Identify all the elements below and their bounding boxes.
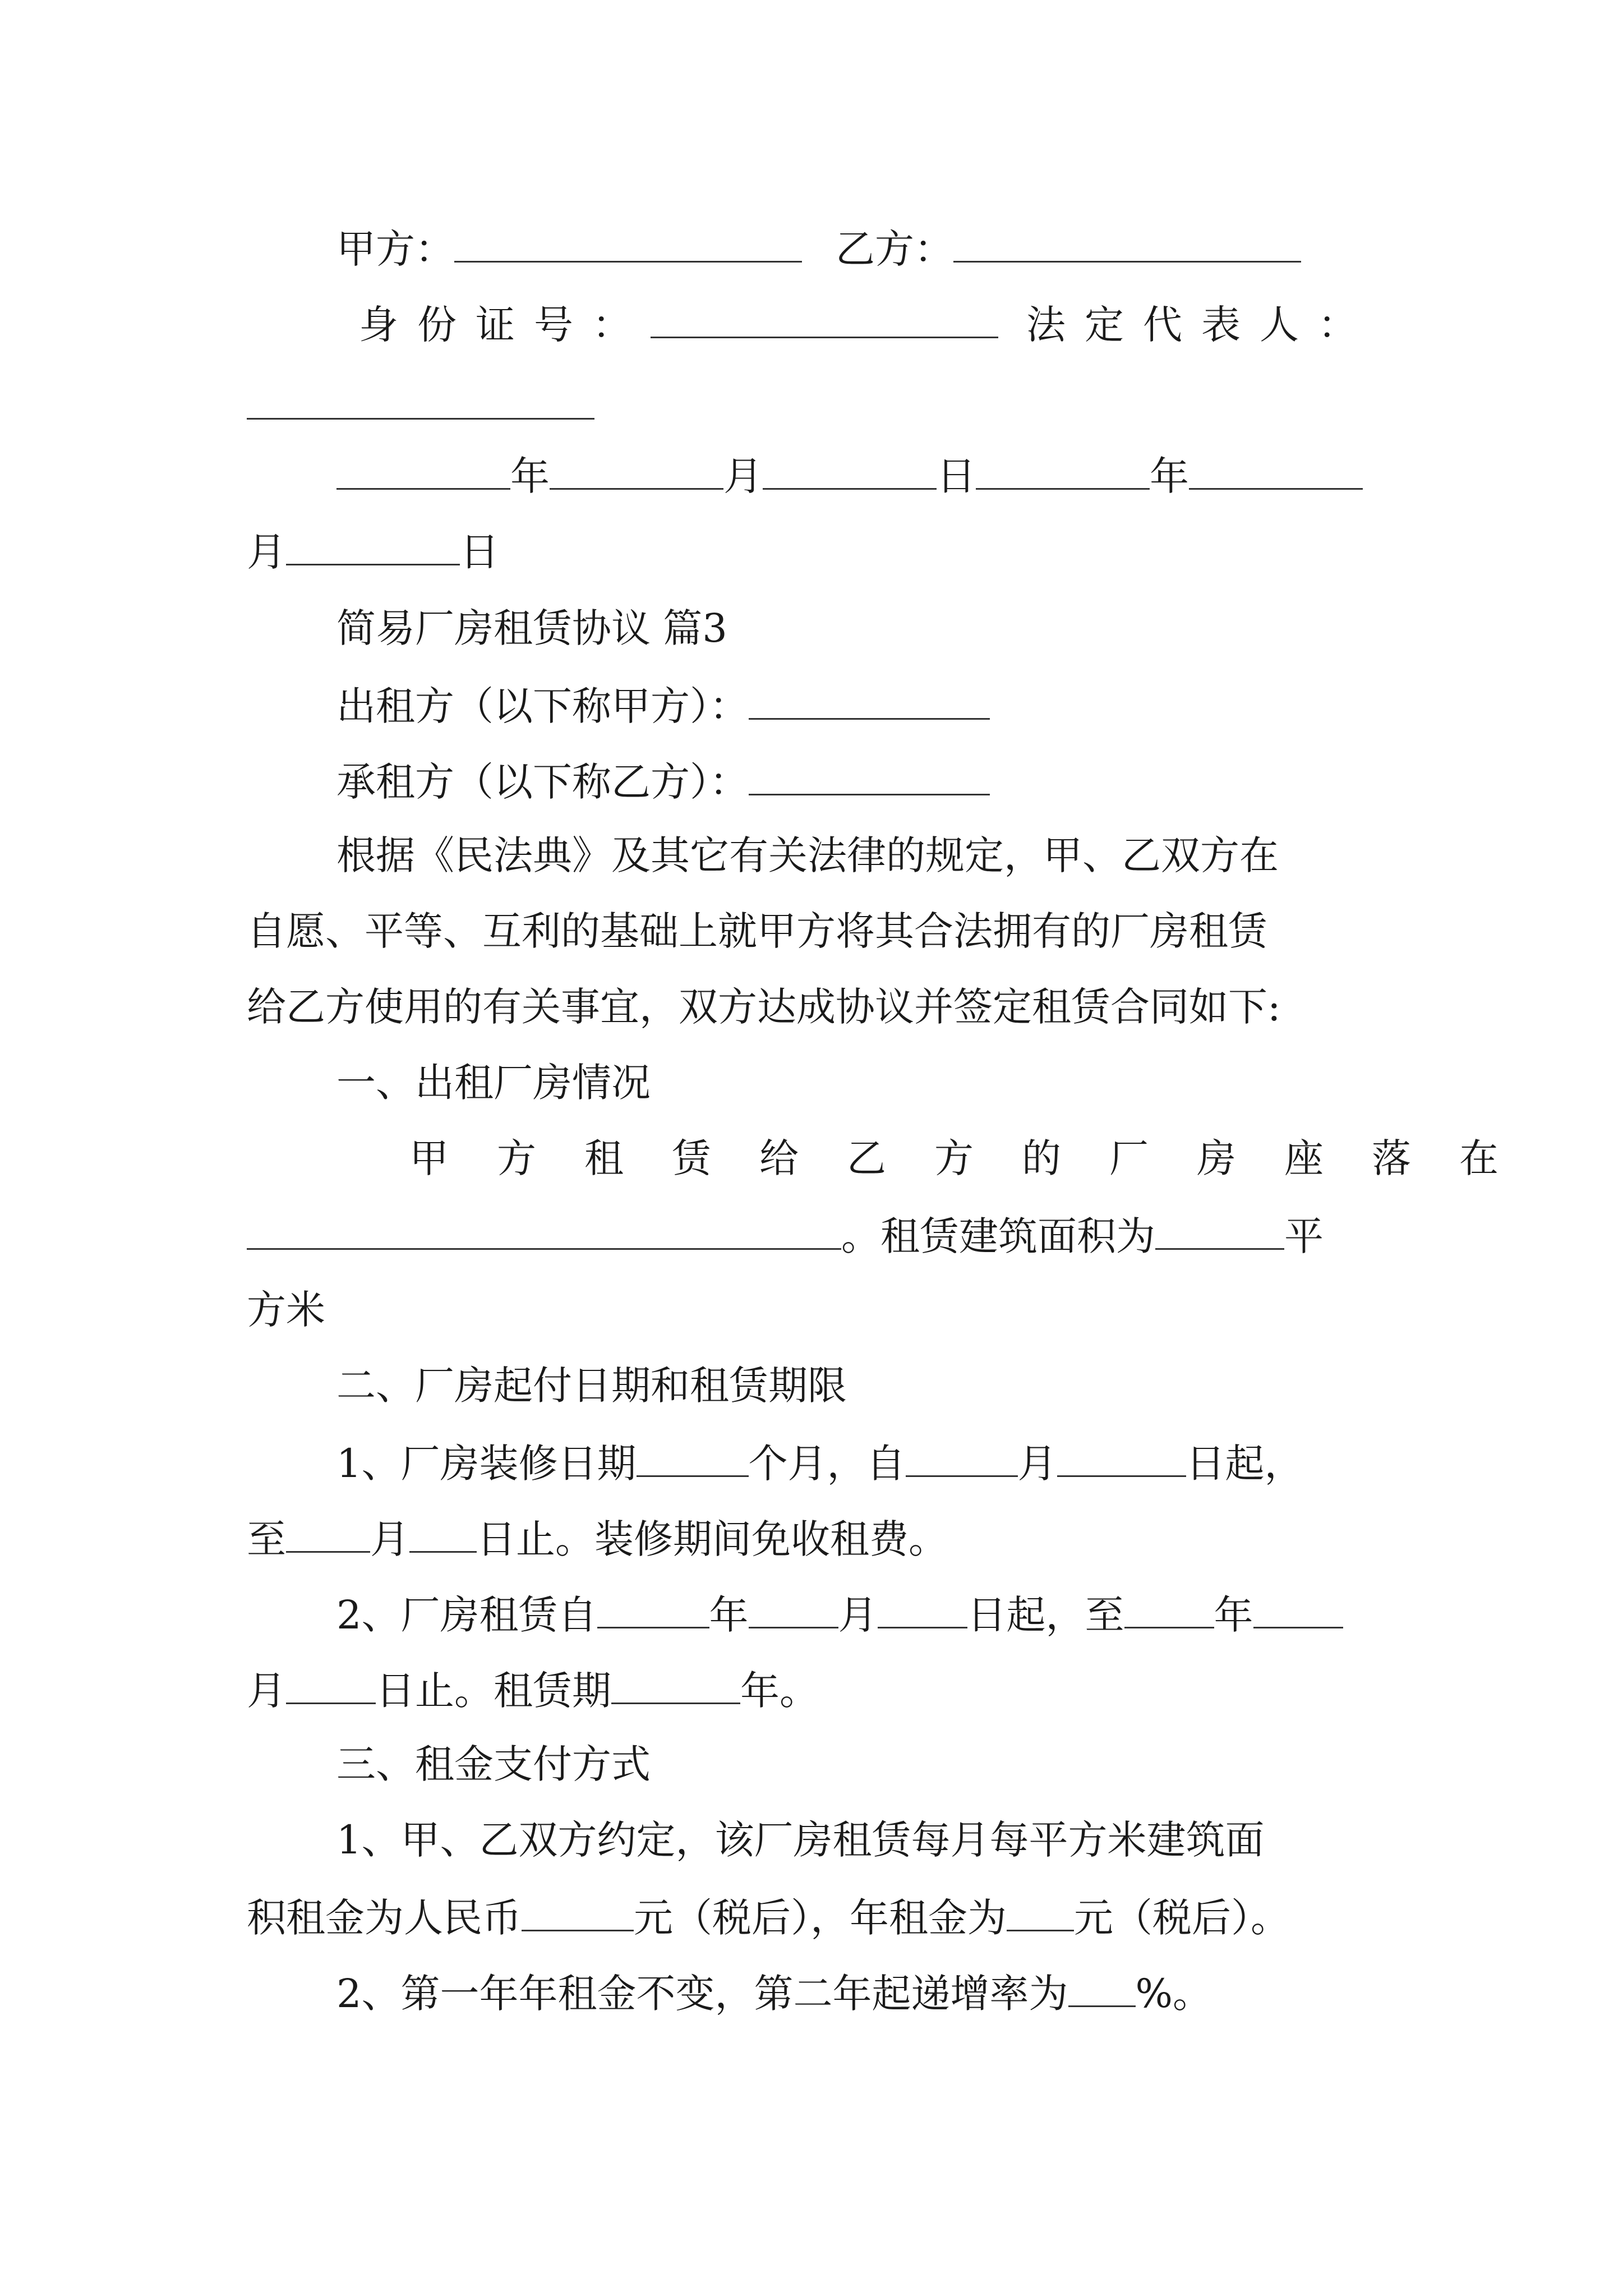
s2-item2-text-a: 2、厂房租赁自 bbox=[336, 1592, 597, 1638]
section-1-line-3 bbox=[247, 1285, 1391, 1335]
month-blank-2[interactable] bbox=[1189, 449, 1363, 490]
date-line-2 bbox=[247, 524, 1391, 577]
section-3-item-1-line-2 bbox=[247, 1890, 1391, 1943]
day-blank-2[interactable] bbox=[286, 524, 460, 565]
annual-rent-blank[interactable] bbox=[1007, 1890, 1074, 1931]
s2-item2-text-g: 日止。租赁期 bbox=[376, 1668, 611, 1714]
lessee-line bbox=[247, 754, 1391, 807]
section-2-item-2-line-2 bbox=[247, 1663, 1391, 1716]
id-number-label: 身份证号： bbox=[359, 302, 651, 348]
section-1-text-b: 。租赁建筑面积为 bbox=[841, 1213, 1155, 1259]
section-3-heading: 三、租金支付方式 bbox=[336, 1741, 651, 1787]
year-blank-1[interactable] bbox=[336, 449, 510, 490]
s2-item2-text-e: 年 bbox=[1214, 1592, 1253, 1638]
intro-text-2: 自愿、平等、互利的基础上就甲方将其合法拥有的厂房租赁 bbox=[247, 908, 1267, 954]
lessor-label: 出租方（以下称甲方）： bbox=[336, 683, 749, 729]
location-blank[interactable] bbox=[247, 1209, 841, 1250]
s2-item1-text-c: 月 bbox=[1017, 1441, 1057, 1487]
lease-term-years-blank[interactable] bbox=[611, 1663, 740, 1704]
monthly-rent-blank[interactable] bbox=[522, 1890, 634, 1931]
month-label-1: 月 bbox=[723, 453, 763, 499]
s2-item1-text-a: 1、厂房装修日期 bbox=[336, 1441, 637, 1487]
section-2-title bbox=[247, 1360, 1391, 1411]
intro-text-1: 根据《民法典》及其它有关法律的规定，甲、乙双方在 bbox=[336, 832, 1279, 878]
legal-rep-blank[interactable] bbox=[247, 379, 594, 420]
year-label-1: 年 bbox=[510, 453, 550, 499]
section-1-text-a: 甲方租赁给乙方的厂房座落在 bbox=[409, 1135, 1547, 1181]
section-1-text-c: 平 bbox=[1284, 1213, 1324, 1259]
lease-end-month-blank[interactable] bbox=[1253, 1588, 1343, 1628]
day-label-1: 日 bbox=[937, 453, 976, 499]
section-2-item-1-line-2 bbox=[247, 1512, 1391, 1565]
year-blank-2[interactable] bbox=[976, 449, 1150, 490]
document-title bbox=[247, 603, 1391, 654]
lease-end-year-blank[interactable] bbox=[1124, 1588, 1214, 1628]
party-b-label: 乙方： bbox=[836, 226, 953, 272]
intro-line-1 bbox=[247, 830, 1391, 881]
id-line bbox=[247, 297, 1391, 350]
lessee-label: 承租方（以下称乙方）： bbox=[336, 759, 749, 805]
lease-end-day-blank[interactable] bbox=[286, 1663, 376, 1704]
party-a-label: 甲方： bbox=[336, 226, 454, 272]
section-2-heading: 二、厂房起付日期和租赁期限 bbox=[336, 1363, 847, 1409]
party-a-blank[interactable] bbox=[454, 222, 802, 263]
lease-start-day-blank[interactable] bbox=[878, 1588, 967, 1628]
date-line bbox=[247, 449, 1391, 501]
title-text: 简易厂房租赁协议 篇3 bbox=[336, 605, 727, 651]
id-number-blank[interactable] bbox=[651, 297, 998, 338]
legal-rep-label: 法定代表人： bbox=[1026, 302, 1376, 348]
intro-text-3: 给乙方使用的有关事宜，双方达成协议并签定租赁合同如下: bbox=[247, 984, 1281, 1030]
party-b-blank[interactable] bbox=[953, 222, 1301, 263]
section-1-title bbox=[247, 1057, 1391, 1108]
section-1-line-1 bbox=[247, 1133, 1547, 1184]
month-blank-1[interactable] bbox=[550, 449, 723, 490]
lessee-blank[interactable] bbox=[749, 754, 990, 795]
section-2-item-2-line-1 bbox=[247, 1588, 1391, 1640]
section-1-line-2 bbox=[247, 1209, 1391, 1262]
day-blank-1[interactable] bbox=[763, 449, 937, 490]
s2-item1-text-e: 至 bbox=[247, 1516, 286, 1562]
s2-item2-text-h: 年。 bbox=[740, 1668, 819, 1714]
legal-rep-blank-line bbox=[247, 379, 1391, 431]
section-1-text-d: 方米 bbox=[247, 1287, 325, 1333]
renovation-end-month-blank[interactable] bbox=[286, 1512, 370, 1553]
s3-item1-text-a: 积租金为人民币 bbox=[247, 1895, 522, 1941]
year-label-2: 年 bbox=[1150, 453, 1189, 499]
renovation-months-blank[interactable] bbox=[637, 1436, 749, 1477]
renovation-end-day-blank[interactable] bbox=[409, 1512, 477, 1553]
section-1-heading: 一、出租厂房情况 bbox=[336, 1060, 651, 1106]
month-label-2: 月 bbox=[247, 529, 286, 575]
s3-item1-text-b: 元（税后），年租金为 bbox=[634, 1895, 1007, 1941]
s2-item2-text-d: 日起，至 bbox=[967, 1592, 1124, 1638]
area-blank[interactable] bbox=[1155, 1209, 1284, 1250]
lessor-line bbox=[247, 679, 1391, 731]
s2-item1-text-b: 个月，自 bbox=[748, 1441, 906, 1487]
s2-item1-text-d: 日起， bbox=[1186, 1441, 1304, 1487]
lessor-blank[interactable] bbox=[749, 679, 990, 720]
s2-item2-text-c: 月 bbox=[838, 1592, 878, 1638]
section-3-title bbox=[247, 1739, 1391, 1789]
s2-item2-text-b: 年 bbox=[709, 1592, 749, 1638]
s2-item2-text-f: 月 bbox=[247, 1668, 286, 1714]
renovation-start-month-blank[interactable] bbox=[906, 1436, 1018, 1477]
renovation-start-day-blank[interactable] bbox=[1057, 1436, 1186, 1477]
s3-item1-text-c: 元（税后）。 bbox=[1074, 1895, 1290, 1941]
s3-item2-text-a: 2、第一年年租金不变，第二年起递增率为 bbox=[336, 1971, 1068, 2017]
intro-line-2 bbox=[247, 906, 1391, 956]
section-2-item-1-line-1 bbox=[247, 1436, 1391, 1489]
s3-item1-text-line1: 1、甲、乙双方约定，该厂房租赁每月每平方米建筑面 bbox=[336, 1817, 1265, 1863]
s2-item1-text-f: 月 bbox=[370, 1516, 409, 1562]
s3-item2-text-b: %。 bbox=[1135, 1971, 1212, 2017]
section-3-item-1-line-1 bbox=[247, 1815, 1391, 1865]
section-3-item-2 bbox=[247, 1966, 1391, 2019]
s2-item1-text-g: 日止。装修期间免收租费。 bbox=[477, 1516, 948, 1562]
increase-rate-blank[interactable] bbox=[1068, 1966, 1136, 2007]
lease-start-month-blank[interactable] bbox=[749, 1588, 838, 1628]
day-label-2: 日 bbox=[460, 529, 499, 575]
lease-start-year-blank[interactable] bbox=[597, 1588, 709, 1628]
intro-line-3 bbox=[247, 982, 1391, 1032]
party-line bbox=[247, 222, 1391, 274]
